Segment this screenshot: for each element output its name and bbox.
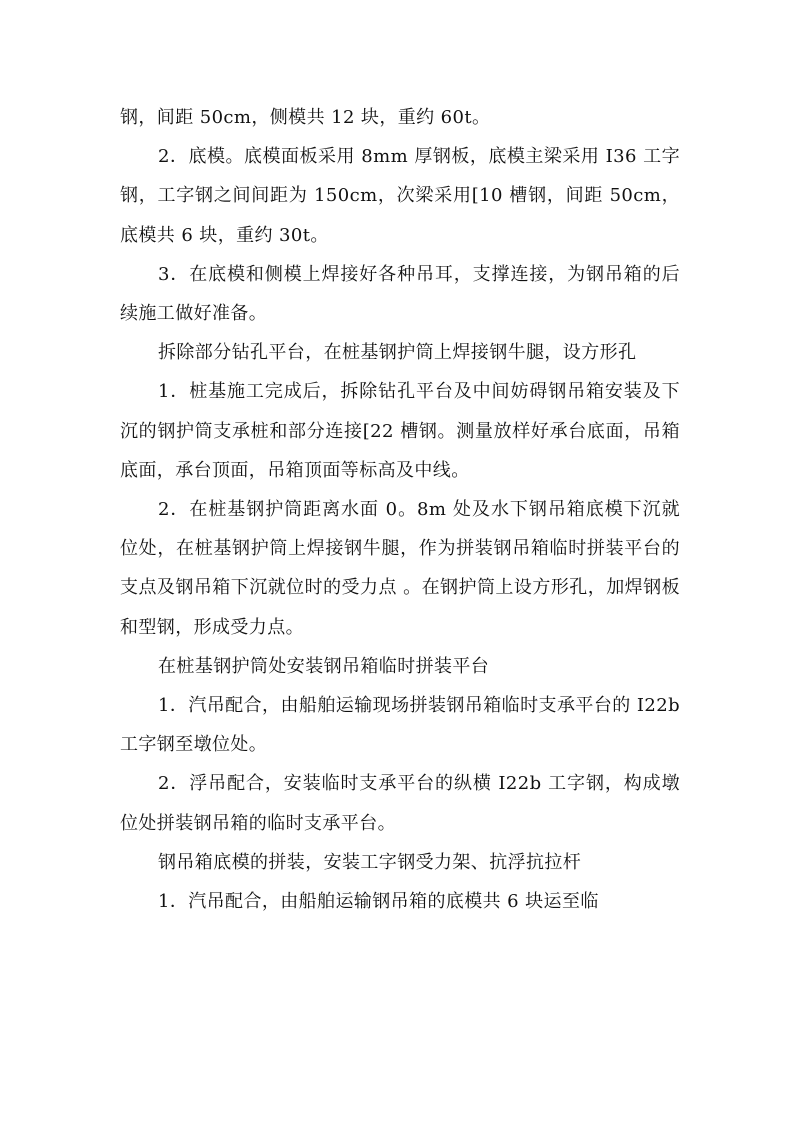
section-heading-remove-platform: 拆除部分钻孔平台，在桩基钢护筒上焊接钢牛腿，设方形孔 xyxy=(158,342,637,364)
section-heading-temporary-platform: 在桩基钢护筒处安装钢吊箱临时拼装平台 xyxy=(158,655,490,677)
paragraph-remove-platform-step-2: 2．在桩基钢护筒距离水面 0。8m 处及水下钢吊箱底模下沉就位处，在桩基钢护筒上焊接钢牛腿，作为拼装钢吊箱临时拼装平台的支点及钢吊箱下沉就位时的受力点 。在钢护筒上设方形孔，加焊钢板和型钢，形成受力点。 xyxy=(120,499,680,638)
paragraph-bottom-form: 2．底模。底模面板采用 8mm 厚钢板，底模主梁采用 I36 工字钢，工字钢之间间距为 150cm，次梁采用[10 槽钢，间距 50cm，底模共 6 块，重约 30t。 xyxy=(120,146,680,246)
paragraph-remove-platform-step-1: 1．桩基施工完成后，拆除钻孔平台及中间妨碍钢吊箱安装及下沉的钢护筒支承桩和部分连接[22 槽钢。测量放样好承台底面，吊箱底面，承台顶面，吊箱顶面等标高及中线。 xyxy=(120,381,680,481)
document-body xyxy=(120,98,687,921)
paragraph-temporary-platform-step-1: 1．汽吊配合，由船舶运输现场拼装钢吊箱临时支承平台的 I22b 工字钢至墩位处。 xyxy=(120,695,687,756)
section-heading-bottom-form-assembly: 钢吊箱底模的拼装，安装工字钢受力架、抗浮抗拉杆 xyxy=(158,851,582,873)
paragraph-temporary-platform-step-2: 2．浮吊配合，安装临时支承平台的纵横 I22b 工字钢，构成墩位处拼装钢吊箱的临时支承平台。 xyxy=(120,773,680,834)
paragraph-lifting-lugs: 3．在底模和侧模上焊接好各种吊耳，支撑连接，为钢吊箱的后续施工做好准备。 xyxy=(120,263,680,325)
paragraph-bottom-form-assembly-step-1: 1．汽吊配合，由船舶运输钢吊箱的底模共 6 块运至临 xyxy=(158,891,599,913)
paragraph-side-form-summary: 钢，间距 50cm，侧模共 12 块，重约 60t。 xyxy=(120,107,491,128)
